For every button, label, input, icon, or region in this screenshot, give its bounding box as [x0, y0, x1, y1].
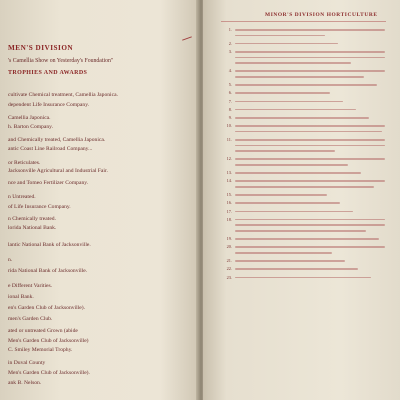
rule-text-line — [235, 260, 345, 262]
award-line: men's Garden Club. — [8, 316, 53, 322]
rule-text-line — [235, 150, 335, 152]
rule-number: 4. — [228, 68, 232, 74]
rule-number: 17. — [226, 208, 232, 214]
award-line: en's Garden Club of Jacksonville). — [8, 305, 85, 311]
rule-text-line — [235, 35, 325, 37]
rule-number: 6. — [228, 90, 232, 96]
rule-text-line — [235, 202, 340, 204]
rule-number: 14. — [226, 178, 232, 184]
rule-number: 13. — [226, 170, 232, 176]
award-line: ated or untreated Grown (abide — [8, 328, 78, 334]
award-line: rida National Bank of Jacksonville. — [8, 268, 88, 274]
rule-number: 5. — [228, 82, 232, 88]
rule-text-line — [235, 180, 385, 182]
award-line: Camellia Japonica. — [8, 115, 51, 121]
award-line: lorida National Bank. — [8, 225, 57, 231]
rule-number: 21. — [226, 258, 232, 264]
rule-text-line — [235, 211, 353, 213]
rule-text-line — [235, 43, 338, 45]
rule-number: 1. — [228, 27, 232, 32]
rule-number: 12. — [226, 156, 232, 162]
award-line: of Life Insurance Company. — [8, 204, 71, 210]
rule-text-line — [235, 277, 371, 279]
rule-text-line — [235, 117, 369, 119]
award-line: or Reticulates. — [8, 160, 41, 166]
award-line: Men's Garden Club of Jacksonville). — [8, 370, 90, 376]
rule-number: 10. — [226, 123, 232, 129]
award-line: ank B. Nelson. — [8, 380, 42, 386]
rule-text-line — [235, 51, 385, 53]
award-line: C. Smiley Memorial Trophy. — [8, 347, 73, 353]
rule-text-line — [235, 29, 385, 31]
rule-text-line — [235, 268, 358, 270]
rule-text-line — [235, 101, 343, 103]
rule-number: 16. — [226, 200, 232, 206]
rule-text-line — [235, 84, 377, 86]
award-line: dependent Life Insurance Company. — [8, 102, 90, 108]
rule-text-line — [235, 145, 385, 147]
award-line: n Chemically treated. — [8, 216, 56, 222]
rule-text-line — [235, 70, 385, 72]
award-line: ional Bank. — [8, 294, 34, 300]
award-line: nce and Tomeo Fertilizer Company. — [8, 180, 89, 186]
rule-text-line — [235, 158, 385, 160]
rule-number: 22. — [226, 266, 232, 272]
rule-text-line — [235, 164, 348, 166]
rule-text-line — [235, 125, 385, 127]
rule-text-line — [235, 246, 385, 248]
rule-number: 18. — [226, 216, 232, 222]
rule-number: 19. — [226, 236, 232, 242]
rule-number: 7. — [228, 98, 232, 104]
rule-number: 2. — [228, 40, 232, 46]
award-line: h. Barton Company. — [8, 124, 54, 130]
rule-number: 15. — [226, 192, 232, 198]
rules-title: MINOR'S DIVISION HORTICULTURE — [265, 12, 378, 18]
rule-text-line — [235, 62, 351, 64]
award-line: cultivate Chemical treatment, Camellia Japonica. — [8, 92, 118, 98]
rule-number: 9. — [228, 115, 232, 120]
rule-text-line — [235, 186, 374, 188]
division-heading: MEN'S DIVISION — [8, 44, 74, 52]
rule-text-line — [235, 194, 327, 196]
rule-number: 11. — [226, 137, 232, 142]
award-line: in Duval County — [8, 360, 46, 366]
award-line: n. — [8, 257, 13, 263]
rule-text-line — [235, 252, 332, 254]
rule-number: 8. — [228, 106, 232, 112]
rule-number: 23. — [226, 274, 232, 280]
award-line: antic Coast Line Railroad Company... — [8, 146, 93, 152]
awards-heading: TROPHIES AND AWARDS — [8, 70, 88, 76]
rule-text-line — [235, 238, 379, 240]
award-line: e Different Varities. — [8, 283, 53, 289]
award-line: Men's Garden Club of Jacksonville) — [8, 338, 89, 344]
award-line: and Chemically treated, Camellia Japonica. — [8, 137, 106, 143]
award-line: lantic National Bank of Jacksonville. — [8, 242, 91, 248]
right-page — [203, 0, 400, 400]
show-subtitle: 's Camellia Show on Yesterday's Foundation" — [8, 58, 114, 64]
rule-number: 3. — [228, 49, 232, 54]
rule-text-line — [235, 224, 385, 226]
rule-text-line — [235, 76, 364, 78]
award-line: n Untreated. — [8, 194, 36, 200]
rule-number: 20. — [226, 244, 232, 250]
rule-text-line — [235, 219, 385, 221]
rule-text-line — [235, 230, 366, 232]
rule-text-line — [235, 57, 385, 59]
rule-text-line — [235, 139, 385, 141]
rule-text-line — [235, 92, 330, 94]
award-line: Jacksonville Agricultural and Industrial Fair. — [8, 168, 108, 174]
rule-text-line — [235, 172, 361, 174]
title-rule — [221, 21, 386, 22]
rule-text-line — [235, 109, 356, 111]
ink-mark — [182, 36, 192, 40]
rule-text-line — [235, 131, 382, 133]
